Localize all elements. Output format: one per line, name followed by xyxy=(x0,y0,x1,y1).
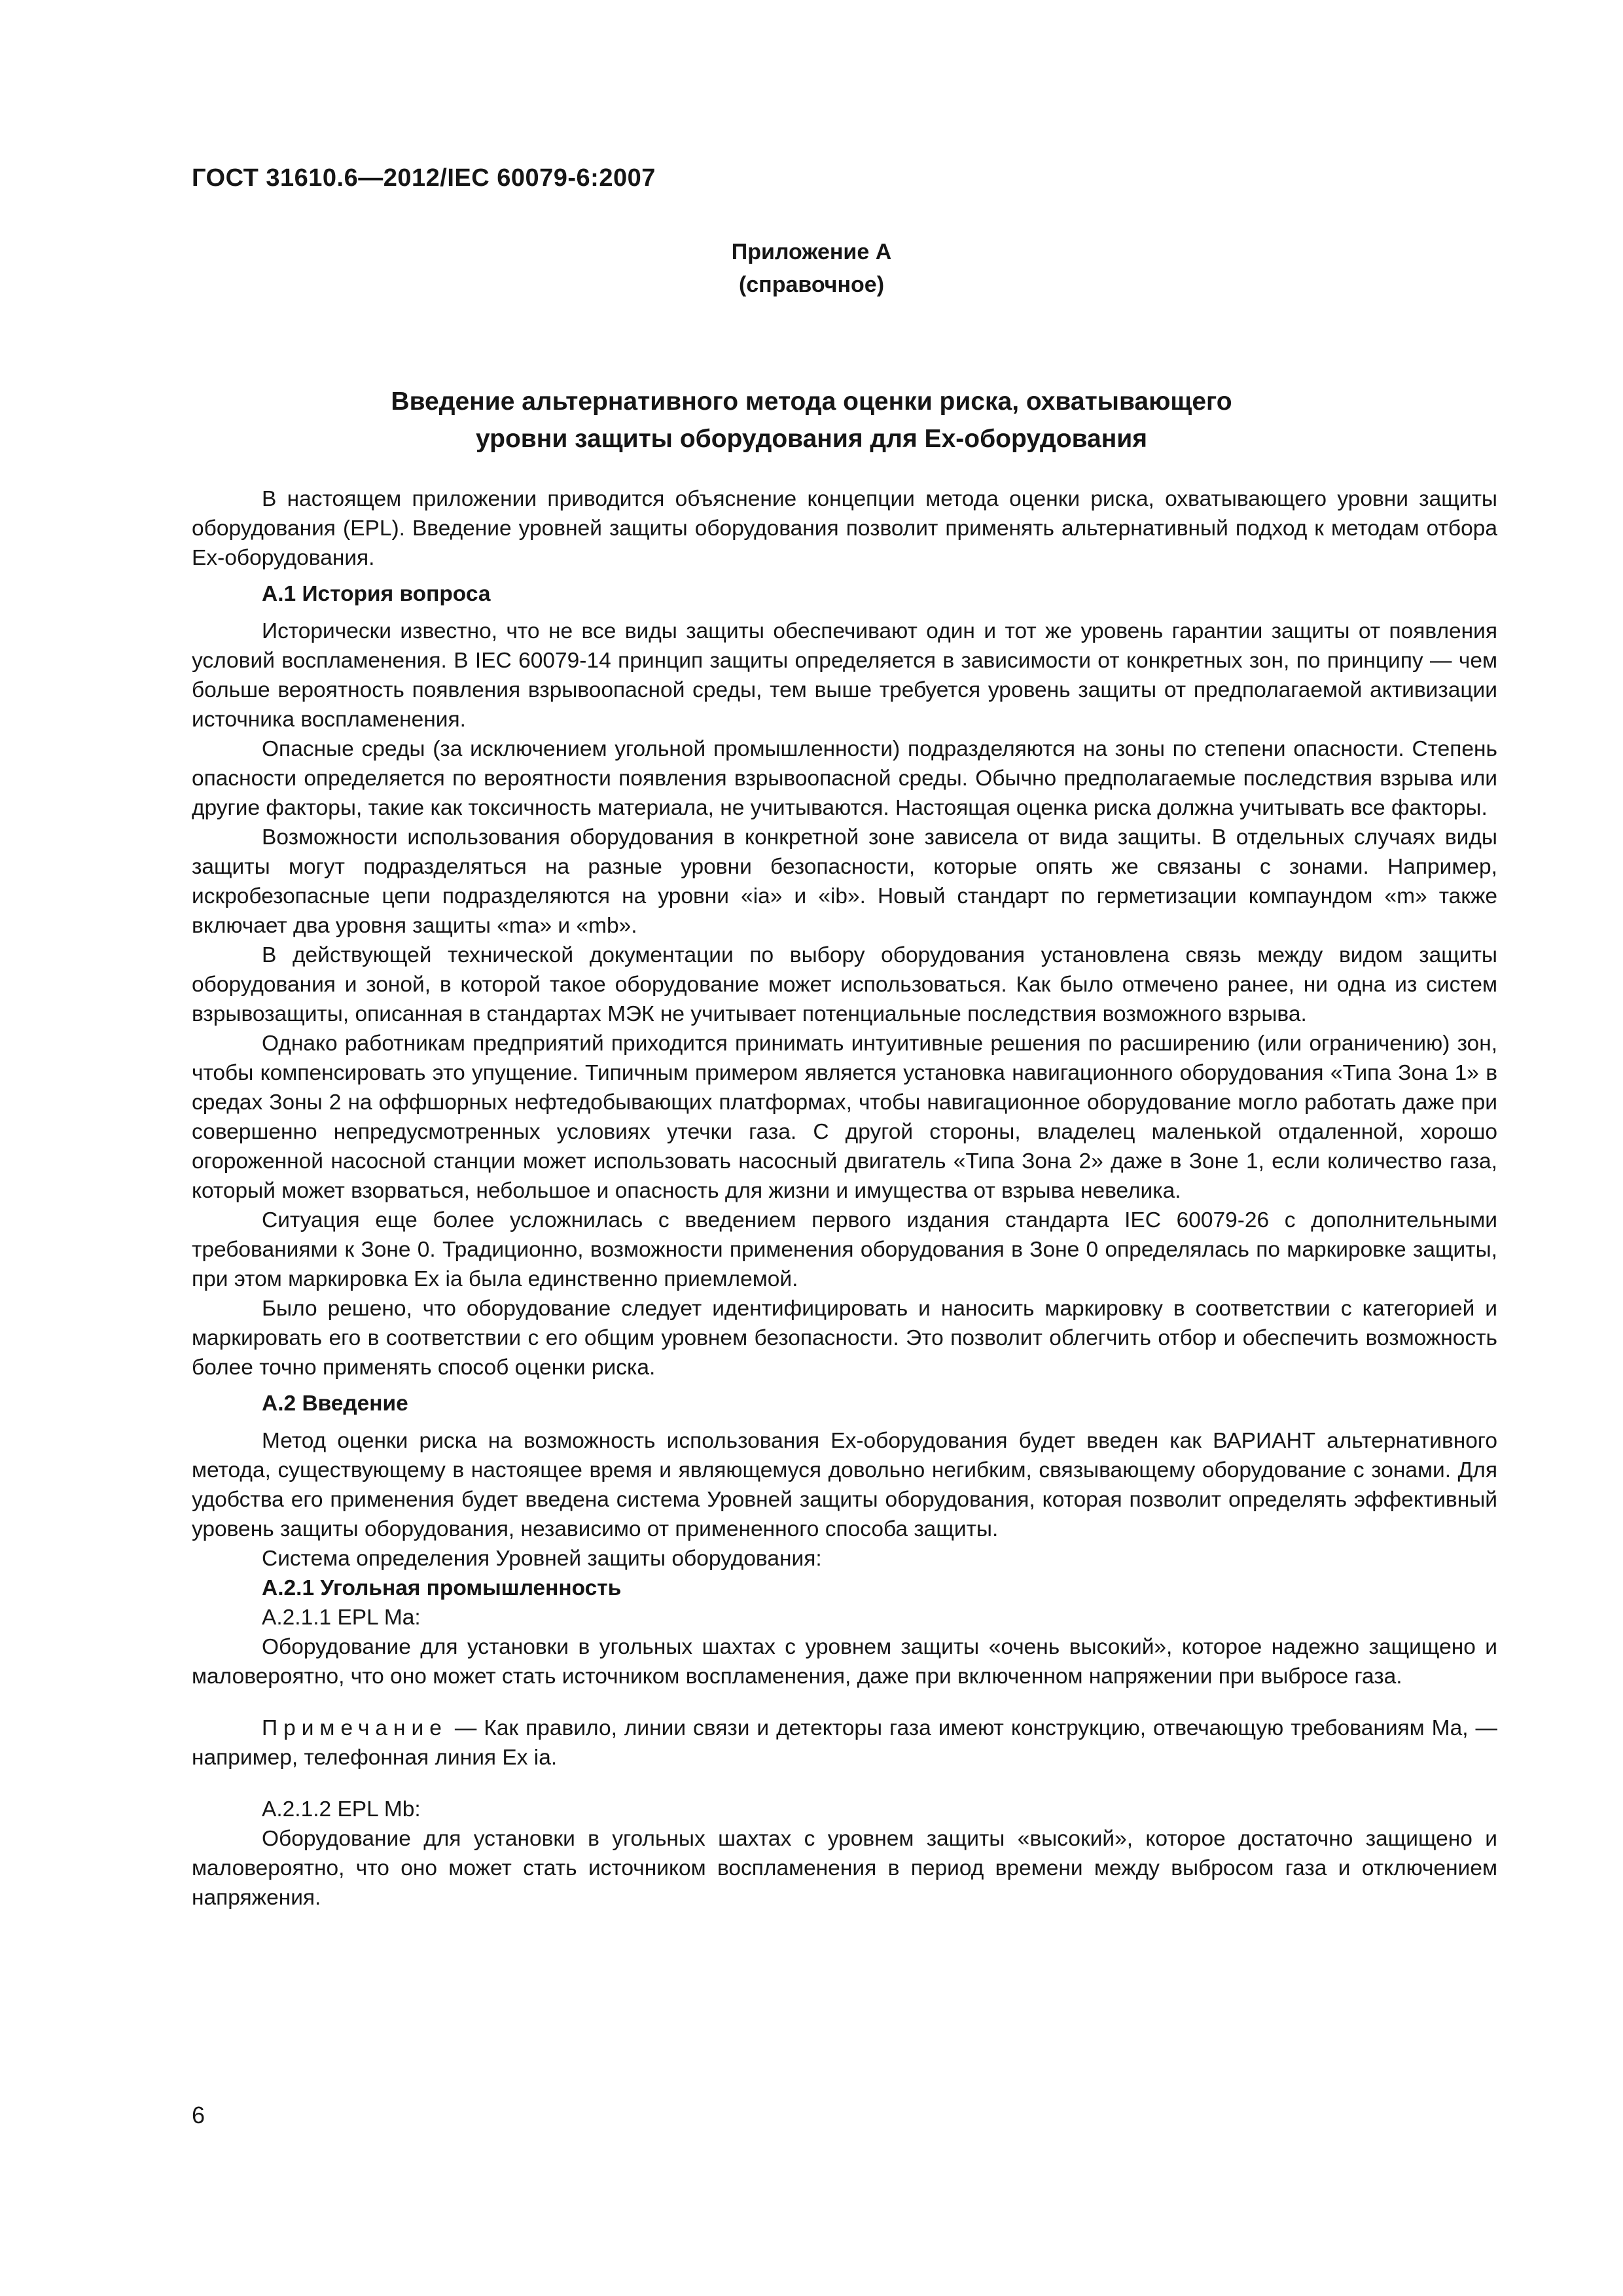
note-label: Примечание xyxy=(262,1716,448,1740)
annex-title xyxy=(216,383,1407,457)
annex-label: Приложение А xyxy=(731,240,892,264)
paragraph: Опасные среды (за исключением угольной промышленности) подразделяются на зоны по степени опасности. Степень опасности определяется по вероятности появления взрывоопасной среды. Обычно предполагаемые последствия взрыва или другие факторы, такие как токсичность материала, не учитываются. Настоящая оценка риска должна учитывать все факторы. xyxy=(192,737,1497,820)
clause-text-a211: Оборудование для установки в угольных шахтах с уровнем защиты «очень высокий», которое надежно защищено и маловероятно, что оно может стать источником воспламенения, даже при включенном напряжении при выбросе газа. xyxy=(192,1635,1497,1689)
paragraph: Исторически известно, что не все виды защиты обеспечивают один и тот же уровень гарантии защиты от появления условий воспламенения. В IEC 60079-14 принцип защиты определяется в зависимости от конкретных зон, по принципу — чем больше вероятность появления взрывоопасной среды, тем выше требуется уровень защиты от предполагаемой активизации источника воспламенения. xyxy=(192,619,1497,732)
clause-text-a212: Оборудование для установки в угольных шахтах с уровнем защиты «высокий», которое достаточно защищено и маловероятно, что оно может стать источником воспламенения в период времени между выбросом газа и отключением напряжения. xyxy=(192,1827,1497,1910)
paragraph: Метод оценки риска на возможность использования Ex-оборудования будет введен как ВАРИАНТ альтернативного метода, существующему в настоящее время и являющемуся довольно негибким, связывающему оборудование с зонами. Для удобства его применения будет введена система Уровней защиты оборудования, которая позволит определять эффективный уровень защиты оборудования, независимо от примененного способа защиты. xyxy=(192,1429,1497,1541)
section-heading-a1: А.1 История вопроса xyxy=(262,582,491,606)
paragraph: Ситуация еще более усложнилась с введением первого издания стандарта IEC 60079-26 с дополнительными требованиями к Зоне 0. Традиционно, возможности применения оборудования в Зоне 0 определялась по маркировке защиты, при этом маркировка Ex ia была единственно приемлемой. xyxy=(192,1208,1497,1291)
subsection-heading-a21: А.2.1 Угольная промышленность xyxy=(262,1576,622,1600)
annex-title-line-1: Введение альтернативного метода оценки риска, охватывающего xyxy=(391,387,1232,416)
annex-heading xyxy=(497,236,1126,301)
intro-paragraph: В настоящем приложении приводится объяснение концепции метода оценки риска, охватывающего уровни защиты оборудования (EPL). Введение уровней защиты оборудования позволит применять альтернативный подход к методам отбора Ex-оборудования. xyxy=(192,487,1497,570)
annex-body xyxy=(192,484,1497,1912)
paragraph: Однако работникам предприятий приходится принимать интуитивные решения по расширению (или ограничению) зон, чтобы компенсировать это упущение. Типичным примером является установка навигационного оборудования «Типа Зона 1» в средах Зоны 2 на оффшорных нефтедобывающих платформах, чтобы навигационное оборудование могло работать даже при совершенно непредусмотренных условиях утечки газа. С другой стороны, владелец маленькой отдаленной, хорошо огороженной насосной станции может использовать насосный двигатель «Типа Зона 2» даже в Зоне 1, если количество газа, который может взорваться, небольшое и опасность для жизни и имущества от взрыва невелика. xyxy=(192,1031,1497,1203)
paragraph: Было решено, что оборудование следует идентифицировать и наносить маркировку в соответствии с категорией и маркировать его в соответствии с его общим уровнем безопасности. Это позволит облегчить отбор и обеспечить возможность более точно применять способ оценки риска. xyxy=(192,1297,1497,1380)
note-paragraph xyxy=(192,1713,1497,1772)
page-number: 6 xyxy=(192,2102,205,2128)
annex-status: (справочное) xyxy=(738,272,885,297)
paragraph: Возможности использования оборудования в конкретной зоне зависела от вида защиты. В отдельных случаях виды защиты могут подразделяться на разные уровни безопасности, которые опять же связаны с зонами. Например, искробезопасные цепи подразделяются на уровни «ia» и «ib». Новый стандарт по герметизации компаундом «m» также включает два уровня защиты «ma» и «mb». xyxy=(192,825,1497,938)
document-code: ГОСТ 31610.6—2012/IEC 60079-6:2007 xyxy=(192,164,656,192)
note-text: — Как правило, линии связи и детекторы газа имеют конструкцию, отвечающую требованиям Ma, — например, телефонная линия Ex ia. xyxy=(192,1716,1497,1770)
clause-label-a211: А.2.1.1 EPL Ma: xyxy=(262,1605,421,1630)
paragraph: Система определения Уровней защиты оборудования: xyxy=(262,1547,822,1571)
annex-title-line-2: уровни защиты оборудования для Ex-оборудования xyxy=(475,425,1148,453)
section-heading-a2: А.2 Введение xyxy=(262,1391,408,1416)
clause-label-a212: А.2.1.2 EPL Mb: xyxy=(262,1797,421,1821)
paragraph: В действующей технической документации по выбору оборудования установлена связь между видом защиты оборудования и зоной, в которой такое оборудование может использоваться. Как было отмечено ранее, ни одна из систем взрывозащиты, описанная в стандартах МЭК не учитывает потенциальные последствия возможного взрыва. xyxy=(192,943,1497,1026)
